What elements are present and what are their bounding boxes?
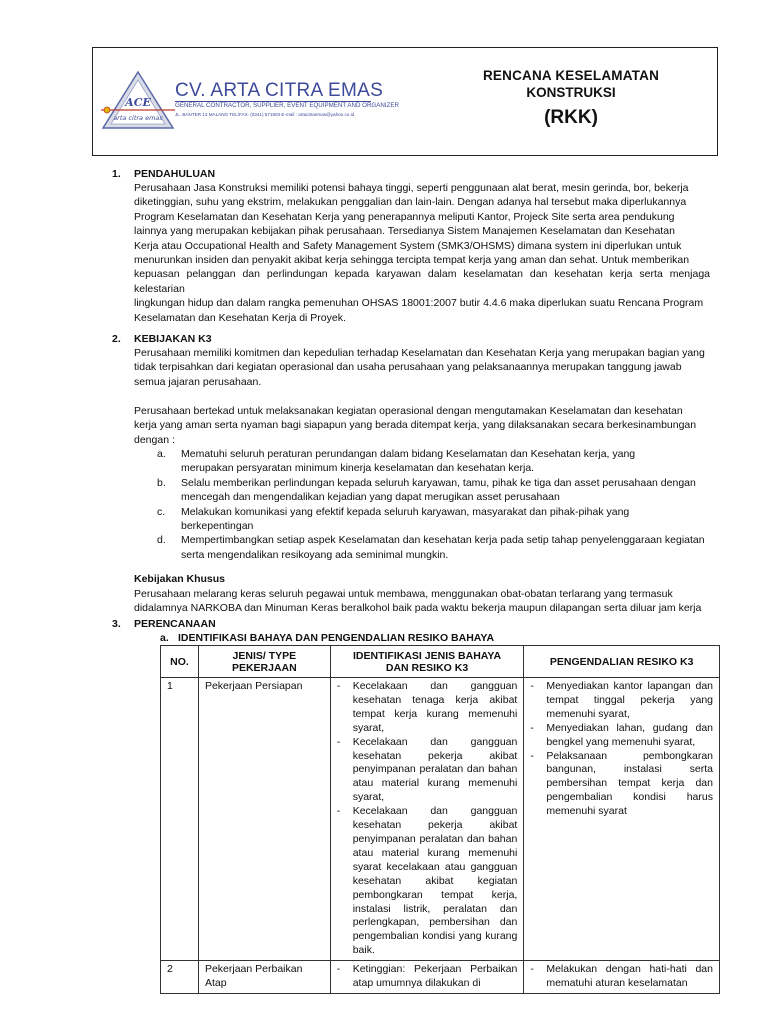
svg-text:ACE: ACE [125,96,151,109]
section-1-paragraph: Perusahaan Jasa Konstruksi memiliki potensi bahaya tinggi, seperti penggunaan alat berat, mesin gerinda, bor, bekerja diketinggian, suhu yang ekstrim, melakukan penggalian dan lain-lain. Dengan adanya hal tersebut maka diperlukannya Program Keselamatan dan Kesehatan Kerja yang penerapannya meliputi Kantor, Projeck Site serta area pendukung lainnya yang merupakan kebijakan pihak perusahaan. Tersedianya Sistem Manajemen Keselamatan dan Kesehatan Kerja atau Occupational Health and Safety Management System (SMK3/OHSMS) dimana system ini diperlukan untuk menurunkan insiden dan penyakit akibat kerja sehingga tercipta tempat kerja yang aman dan sehat. Untuk memberikan kepuasan pelanggan dan perlindungan kepada karyawan dalam keselamatan dan kesehatan kerja serta menjaga kelestarian lingkungan hidup dan dalam rangka pemenuhan OHSAS 18001:2007 butir 4.4.6 maka diperlukan suatu Rencana Program Keselamatan dan Kesehatan Kerja di Proyek. [134,182,710,324]
section-2-paragraph-2: Perusahaan bertekad untuk melaksanakan kegiatan operasional dengan mengutamakan Keselamatan dan kesehatan kerja yang aman serta nyaman bagi siapapun yang berada ditempat kerja, yang dilaksanakan secara berkesinambungan dengan : [134,405,697,446]
list-item: a. Mematuhi seluruh peraturan perundangan dalam bidang Keselamatan dan Kesehatan kerja, yang merupakan persyaratan minimum kinerja keselamatan dan kesehatan kerja. [157,448,636,475]
section-1-heading: 1. PENDAHULUAN [112,168,216,180]
section-2-heading: 2. KEBIJAKAN K3 [112,333,212,345]
table-header-row [161,646,720,678]
document-title-block [425,48,717,155]
company-logo-icon [101,70,175,132]
kebijakan-khusus-heading: Kebijakan Khusus [134,573,226,585]
section-3a-heading: a. IDENTIFIKASI BAHAYA DAN PENGENDALIAN RESIKO BAHAYA [160,632,495,644]
cell-jenis: Pekerjaan Persiapan [198,678,330,961]
company-tagline: GENERAL CONTRACTOR, SUPPLIER, EVENT EQUIPMENT AND ORGANIZER [175,102,399,109]
cell-no: 2 [161,961,199,994]
kebijakan-khusus-paragraph: Perusahaan melarang keras seluruh pegawai untuk membawa, menggunakan obat-obatan terlarang yang termasuk didalamnya NARKOBA dan Minuman Keras beralkohol baik pada waktu bekerja maupun dilapangan serta diluar jam kerja [134,588,702,615]
table-row [161,678,720,961]
company-name: CV. ARTA CITRA EMAS [175,80,384,101]
document-title-abbr: (RKK) [544,107,598,128]
section-3-heading: 3. PERENCANAAN [112,618,216,630]
col-header-no: NO. [161,646,199,678]
cell-no: 1 [161,678,199,961]
section-2-paragraph-1: Perusahaan memiliki komitmen dan kepedulian terhadap Keselamatan dan Kesehatan Kerja yang merupakan bagian yang tidak terpisahkan dari kegiatan operasional dan usaha perusahaan yang pelaksanaannya merupakan tanggung jawab semua jajaran perusahaan. [134,347,705,388]
cell-pengendalian: - Melakukan dengan hati-hati dan mematuhi aturan keselamatan [524,961,720,994]
document-title-line1: RENCANA KESELAMATAN [482,68,660,83]
company-logo-block [93,48,425,155]
cell-pengendalian: - Menyediakan kantor lapangan dan tempat tinggal pekerja yang memenuhi syarat, - Menyediakan lahan, gudang dan bengkel yang memenuhi syarat, - Pelaksanaan pembongkaran bangunan, instalasi serta pembersihan tempat kerja dan pengembalian kondisi harus memenuhi syarat [524,678,720,961]
cell-bahaya: - Kecelakaan dan gangguan kesehatan tenaga kerja akibat tempat kerja kurang memenuhi syarat, - Kecelakaan dan gangguan kesehatan pekerja akibat penyimpanan peralatan dan bahan atau material kurang memenuhi syarat, - Kecelakaan dan gangguan kesehatan pekerja akibat penyimpanan peralatan dan bahan atau material kurang memenuhi syarat kecelakaan atau gangguan kesehatan akibat kegiatan pembongkaran tempat kerja, instalasi listrik, peralatan dan perlengkapan, pembersihan dan pengembalian kondisi yang kurang baik. [330,678,524,961]
document-header [92,47,718,156]
document-title-line2: KONSTRUKSI [526,85,616,100]
svg-text:arta citra emas: arta citra emas [113,114,163,122]
cell-jenis: Pekerjaan Perbaikan Atap [198,961,330,994]
risk-table [160,645,720,994]
list-item: d. Mempertimbangkan setiap aspek Keselamatan dan kesehatan kerja pada setip tahap penyelenggaraan kegiatan serta mengendalikan resikoyang ada seminimal mungkin. [157,534,705,561]
table-row [161,961,720,994]
section-2-commitment-list [157,447,710,562]
list-item: b. Selalu memberikan perlindungan kepada seluruh karyawan, tamu, pihak ke tiga dan asset perusahaan dengan mencegah dan mengendalikan kejadian yang dapat merugikan asset perusahaan [157,476,696,504]
col-header-jenis: JENIS/ TYPE PEKERJAAN [198,646,330,678]
list-item: c. Melakukan komunikasi yang efektif kepada seluruh karyawan, masyarakat dan pihak-pihak yang berkepentingan [157,505,630,533]
cell-bahaya: - Ketinggian: Pekerjaan Perbaikan atap umumnya dilakukan di [330,961,524,994]
col-header-identifikasi: IDENTIFIKASI JENIS BAHAYA DAN RESIKO K3 [330,646,524,678]
col-header-pengendalian: PENGENDALIAN RESIKO K3 [524,646,720,678]
company-address: JL. BANTER 13 MALANG TEL/FAX. (0341) 571603 E-mail : artacitraemas@yahoo.co.id [175,112,355,117]
